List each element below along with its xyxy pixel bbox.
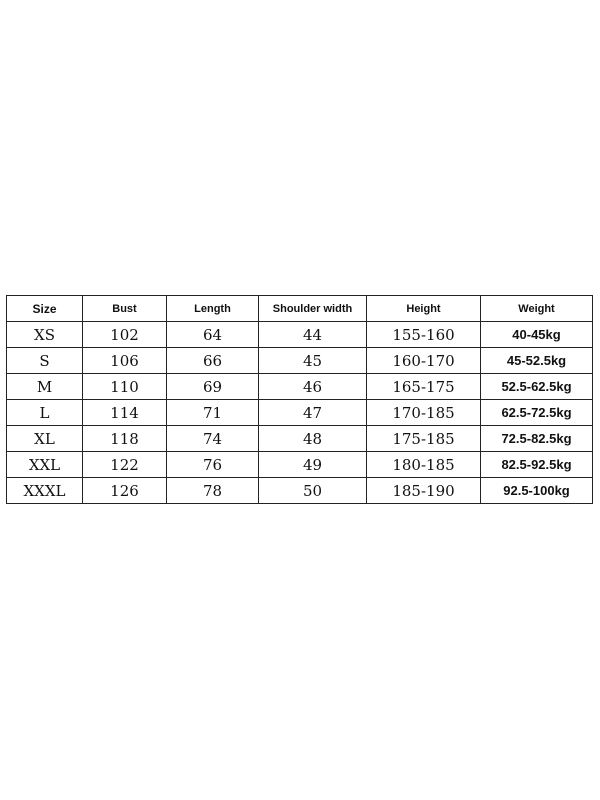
header-bust: Bust xyxy=(83,296,167,322)
cell-length: 69 xyxy=(167,374,259,400)
cell-bust: 110 xyxy=(83,374,167,400)
cell-shoulder-width: 50 xyxy=(259,478,367,504)
cell-length: 64 xyxy=(167,322,259,348)
table-row xyxy=(7,452,593,478)
cell-bust: 118 xyxy=(83,426,167,452)
cell-length: 78 xyxy=(167,478,259,504)
table-row xyxy=(7,478,593,504)
cell-weight: 40-45kg xyxy=(481,322,593,348)
table-row xyxy=(7,348,593,374)
cell-bust: 114 xyxy=(83,400,167,426)
cell-size: M xyxy=(7,374,83,400)
cell-shoulder-width: 44 xyxy=(259,322,367,348)
cell-bust: 122 xyxy=(83,452,167,478)
cell-height: 175-185 xyxy=(367,426,481,452)
cell-height: 180-185 xyxy=(367,452,481,478)
cell-weight: 92.5-100kg xyxy=(481,478,593,504)
cell-size: XS xyxy=(7,322,83,348)
cell-height: 160-170 xyxy=(367,348,481,374)
table-row xyxy=(7,322,593,348)
cell-length: 66 xyxy=(167,348,259,374)
cell-length: 76 xyxy=(167,452,259,478)
cell-shoulder-width: 48 xyxy=(259,426,367,452)
cell-bust: 106 xyxy=(83,348,167,374)
cell-size: XXXL xyxy=(7,478,83,504)
table-row xyxy=(7,426,593,452)
cell-bust: 102 xyxy=(83,322,167,348)
cell-weight: 82.5-92.5kg xyxy=(481,452,593,478)
cell-size: XXL xyxy=(7,452,83,478)
cell-height: 155-160 xyxy=(367,322,481,348)
cell-weight: 62.5-72.5kg xyxy=(481,400,593,426)
cell-bust: 126 xyxy=(83,478,167,504)
cell-size: S xyxy=(7,348,83,374)
table-row xyxy=(7,400,593,426)
cell-length: 71 xyxy=(167,400,259,426)
header-size: Size xyxy=(7,296,83,322)
cell-shoulder-width: 47 xyxy=(259,400,367,426)
header-weight: Weight xyxy=(481,296,593,322)
cell-height: 165-175 xyxy=(367,374,481,400)
cell-height: 185-190 xyxy=(367,478,481,504)
table-row xyxy=(7,374,593,400)
size-chart-table xyxy=(6,295,593,504)
header-length: Length xyxy=(167,296,259,322)
cell-shoulder-width: 46 xyxy=(259,374,367,400)
cell-weight: 45-52.5kg xyxy=(481,348,593,374)
cell-weight: 52.5-62.5kg xyxy=(481,374,593,400)
cell-shoulder-width: 45 xyxy=(259,348,367,374)
cell-size: L xyxy=(7,400,83,426)
cell-size: XL xyxy=(7,426,83,452)
header-height: Height xyxy=(367,296,481,322)
cell-length: 74 xyxy=(167,426,259,452)
cell-height: 170-185 xyxy=(367,400,481,426)
table-header-row xyxy=(7,296,593,322)
cell-weight: 72.5-82.5kg xyxy=(481,426,593,452)
cell-shoulder-width: 49 xyxy=(259,452,367,478)
header-shoulder-width: Shoulder width xyxy=(259,296,367,322)
